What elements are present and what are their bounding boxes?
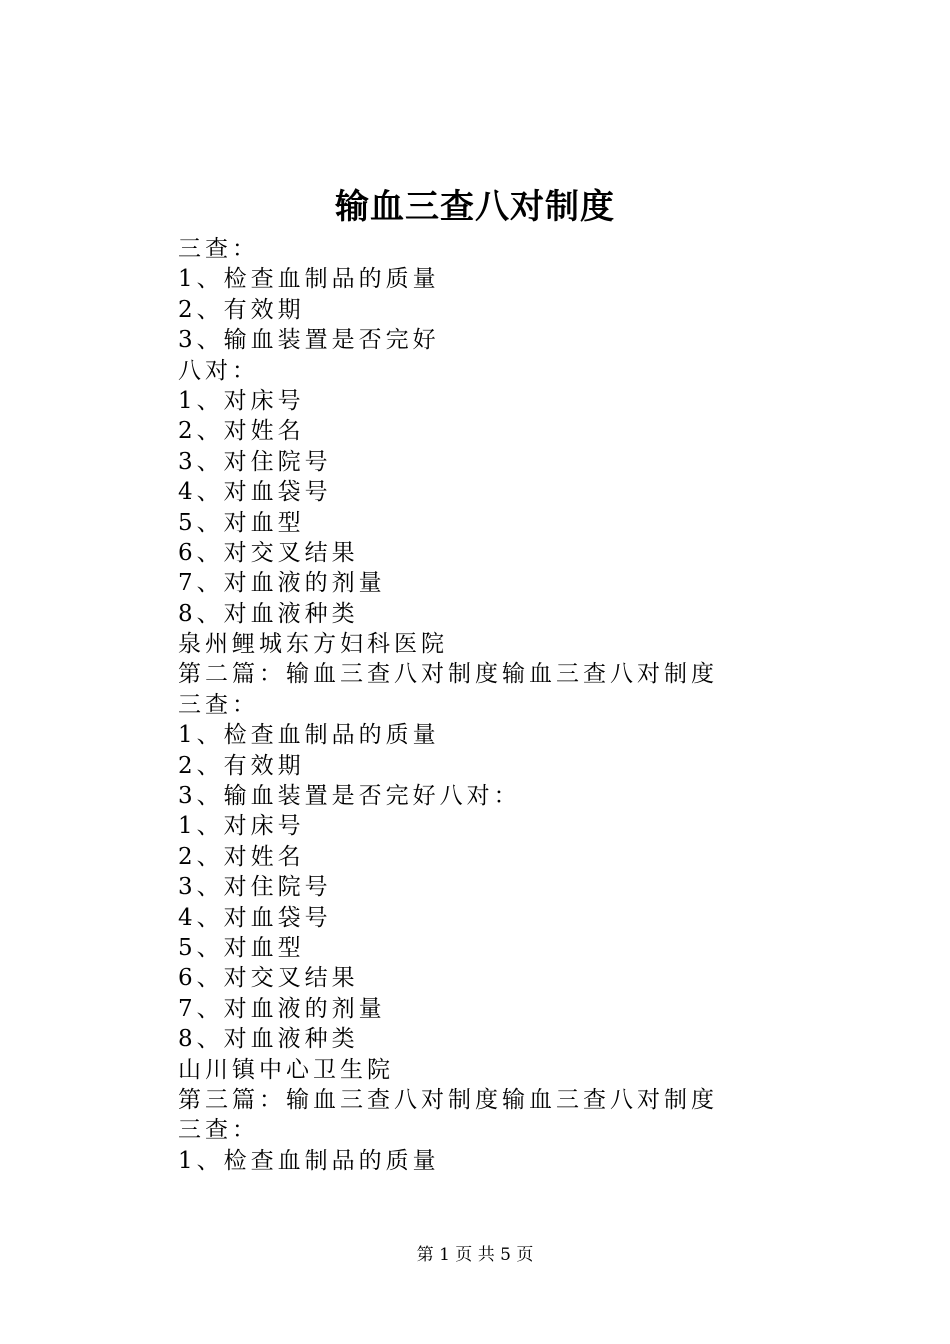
body-line: 4、对血袋号 — [178, 479, 332, 506]
body-line: 1、检查血制品的质量 — [178, 266, 440, 293]
body-line: 6、对交叉结果 — [178, 965, 359, 992]
body-line: 4、对血袋号 — [178, 904, 332, 931]
document-body — [178, 234, 878, 1176]
document-title: 输血三查八对制度 — [335, 187, 615, 227]
body-line: 三查： — [178, 236, 259, 262]
body-line: 第二篇：输血三查八对制度输血三查八对制度 — [178, 661, 718, 688]
body-line: 八对： — [178, 357, 259, 384]
body-line: 2、对姓名 — [178, 418, 305, 445]
body-line: 5、对血型 — [178, 934, 305, 961]
body-line: 山川镇中心卫生院 — [178, 1056, 394, 1083]
body-line: 泉州鲤城东方妇科医院 — [178, 631, 448, 658]
body-line: 8、对血液种类 — [178, 600, 359, 627]
body-line: 1、检查血制品的质量 — [178, 1147, 440, 1174]
body-line: 2、有效期 — [178, 752, 305, 779]
body-line: 8、对血液种类 — [178, 1026, 359, 1053]
body-line: 第三篇：输血三查八对制度输血三查八对制度 — [178, 1086, 718, 1113]
body-line: 3、对住院号 — [178, 448, 332, 475]
body-line: 3、输血装置是否完好八对： — [178, 783, 521, 810]
body-line: 5、对血型 — [178, 509, 305, 536]
body-line: 1、对床号 — [178, 387, 305, 414]
body-line: 6、对交叉结果 — [178, 539, 359, 566]
body-line: 2、对姓名 — [178, 843, 305, 870]
body-line: 3、对住院号 — [178, 874, 332, 901]
body-line: 1、对床号 — [178, 813, 305, 840]
body-line: 7、对血液的剂量 — [178, 570, 386, 597]
body-line: 三查： — [178, 1117, 259, 1144]
page-footer: 第 1 页 共 5 页 — [416, 1245, 534, 1265]
body-line: 7、对血液的剂量 — [178, 995, 386, 1022]
body-line: 3、输血装置是否完好 — [178, 327, 440, 354]
body-line: 2、有效期 — [178, 296, 305, 323]
body-line: 1、检查血制品的质量 — [178, 722, 440, 749]
body-line: 三查： — [178, 691, 259, 718]
